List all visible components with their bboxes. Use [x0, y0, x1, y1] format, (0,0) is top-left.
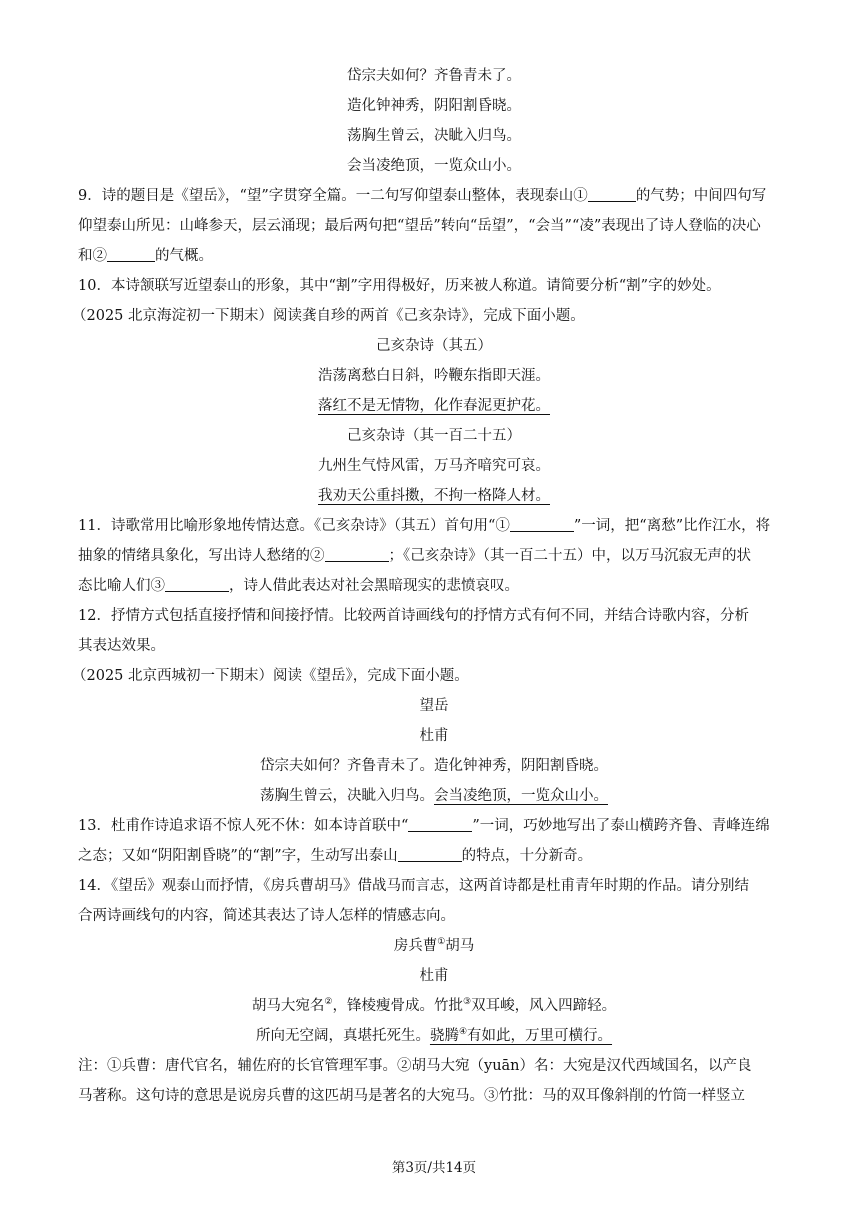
poem-title: 己亥杂诗（其五） — [376, 338, 492, 354]
q9-text: 和② — [78, 248, 107, 264]
q11-text: 抽象的情绪具象化，写出诗人愁绪的② — [78, 548, 325, 564]
poem-text: 有如此，万里可横行。 — [467, 1028, 613, 1044]
q13-text: 之态；又如“阴阳割昏晓”的“割”字，生动写出泰山 — [78, 848, 398, 864]
footnote-marker: ③ — [463, 997, 472, 1007]
question-13 — [78, 816, 770, 836]
q9-text: 的气势；中间四句写 — [635, 188, 767, 204]
q13-text: 13．杜甫作诗追求语不惊人死不休：如本诗首联中“ — [78, 818, 409, 834]
poem-author: 杜甫 — [419, 968, 449, 984]
footnote-marker: ② — [324, 997, 333, 1007]
poem-author: 杜甫 — [419, 728, 449, 744]
poem-line — [0, 996, 868, 1016]
question-12: 其表达效果。 — [78, 638, 165, 654]
question-9-end — [78, 246, 213, 266]
question-12: 12．抒情方式包括直接抒情和间接抒情。比较两首诗画线句的抒情方式有何不同，并结合诗歌内容，分析 — [78, 608, 749, 624]
answer-blank[interactable] — [588, 187, 636, 202]
poem-line: 岱宗夫如何？齐鲁青未了。 — [347, 68, 521, 84]
q13-text: ”一词，巧妙地写出了泰山横跨齐鲁、青峰连绵 — [472, 818, 770, 834]
poem-text: ，锋棱瘦骨成。竹批 — [332, 998, 463, 1014]
source-note: （2025 北京海淀初一下期末）阅读龚自珍的两首《己亥杂诗》，完成下面小题。 — [72, 308, 585, 324]
note-line: 注：①兵曹：唐代官名，辅佐府的长官管理军事。②胡马大宛（yuān）名：大宛是汉代西域国名，以产良 — [78, 1058, 752, 1074]
poem-line-underlined — [0, 396, 868, 416]
answer-blank[interactable] — [398, 847, 462, 862]
poem-title-text: 房兵曹 — [393, 938, 438, 954]
poem-title-text: 胡马 — [445, 938, 475, 954]
q11-text: ，诗人借此表达对社会黑暗现实的悲愤哀叹。 — [229, 578, 519, 594]
poem-line: 会当凌绝顶，一览众山小。 — [347, 158, 521, 174]
q9-text: 的气概。 — [155, 248, 213, 264]
answer-blank[interactable] — [325, 547, 389, 562]
question-11-line3 — [78, 576, 519, 596]
poem-title: 望岳 — [419, 698, 449, 714]
poem-text: 所向无空阔，真堪托死生。 — [255, 1028, 430, 1044]
poem-text: 胡马大宛名 — [251, 998, 325, 1014]
underlined-line: 会当凌绝顶，一览众山小。 — [434, 788, 608, 804]
poem-title — [0, 936, 868, 956]
poem-line: 造化钟神秀，阴阳割昏晓。 — [347, 98, 521, 114]
poem-line: 岱宗夫如何？齐鲁青未了。造化钟神秀，阴阳割昏晓。 — [260, 758, 608, 774]
question-11-line2 — [78, 546, 751, 566]
question-13-line2 — [78, 846, 592, 866]
question-9 — [78, 186, 766, 206]
q9-text: 9．诗的题目是《望岳》，“望”字贯穿全篇。一二句写仰望泰山整体，表现泰山① — [78, 188, 588, 204]
q11-text: ；《己亥杂诗》（其一百二十五）中，以万马沉寂无声的状 — [388, 548, 751, 564]
note-line: 马著称。这句诗的意思是说房兵曹的这匹胡马是著名的大宛马。③竹批：马的双耳像斜削的竹筒一样竖立 — [78, 1088, 745, 1104]
poem-line: 九州生气恃风雷，万马齐喑究可哀。 — [318, 458, 550, 474]
poem-title: 己亥杂诗（其一百二十五） — [347, 428, 521, 444]
poem-text: 骁腾 — [429, 1028, 459, 1044]
q11-text: 11．诗歌常用比喻形象地传情达意。《己亥杂诗》（其五）首句用“① — [78, 518, 510, 534]
poem-line-underlined — [0, 486, 868, 506]
poem-text: 荡胸生曾云，决眦入归鸟。 — [260, 788, 434, 804]
question-11 — [78, 516, 770, 536]
page-number: 第3页/共14页 — [391, 1160, 477, 1176]
q11-text: 态比喻人们③ — [78, 578, 165, 594]
poem-line — [0, 1026, 868, 1046]
poem-line: 荡胸生曾云，决眦入归鸟。 — [347, 128, 521, 144]
answer-blank[interactable] — [408, 817, 472, 832]
underlined-line: 我劝天公重抖擞，不拘一格降人材。 — [318, 488, 550, 504]
poem-line: 浩荡离愁白日斜，吟鞭东指即天涯。 — [318, 368, 550, 384]
question-14: 合两诗画线句的内容，简述其表达了诗人怎样的情感志向。 — [78, 908, 455, 924]
source-note: （2025 北京西城初一下期末）阅读《望岳》，完成下面小题。 — [72, 668, 469, 684]
question-10: 10．本诗颔联写近望泰山的形象，其中“割”字用得极好，历来被人称道。请简要分析“割”字的妙处。 — [78, 278, 721, 294]
footnote-marker: ① — [437, 937, 446, 947]
underlined-line: 落红不是无情物，化作春泥更护花。 — [318, 398, 550, 414]
footnote-marker: ④ — [458, 1027, 468, 1037]
answer-blank[interactable] — [107, 247, 155, 262]
question-14: 14．《望岳》观泰山而抒情，《房兵曹胡马》借战马而言志，这两首诗都是杜甫青年时期的作品。请分别结 — [78, 878, 749, 894]
q13-text: 的特点，十分新奇。 — [461, 848, 593, 864]
q9-text: 仰望泰山所见：山峰参天，层云涌现；最后两句把“望岳”转向“岳望”，“会当”“凌”表现出了诗人登临的决心 — [78, 218, 761, 234]
underlined-line — [430, 1028, 612, 1044]
poem-text: 双耳峻，风入四蹄轻。 — [471, 998, 617, 1014]
answer-blank[interactable] — [510, 517, 574, 532]
answer-blank[interactable] — [165, 577, 229, 592]
poem-line — [0, 786, 868, 806]
q11-text: ”一词，把“离愁”比作江水，将 — [573, 518, 771, 534]
